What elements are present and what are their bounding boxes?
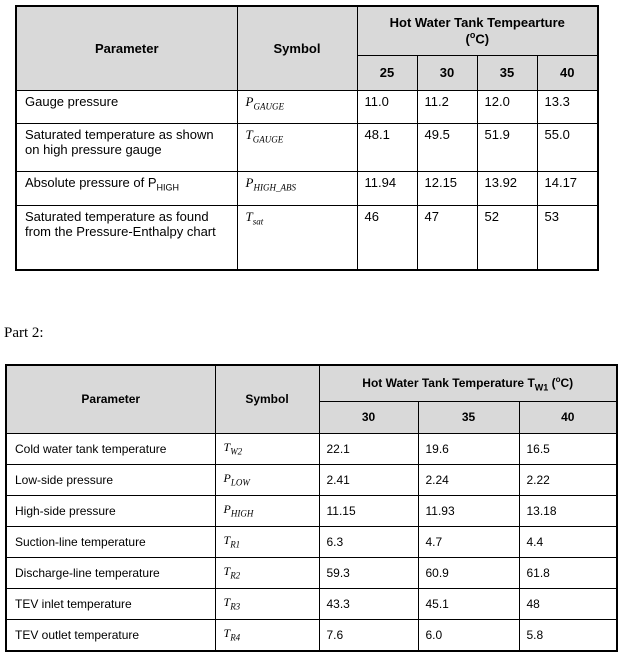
value-cell: 46 bbox=[357, 205, 417, 270]
value-cell: 11.0 bbox=[357, 90, 417, 123]
value-cell: 47 bbox=[417, 205, 477, 270]
header-parameter: Parameter bbox=[16, 6, 237, 90]
header-hot-water-tank-temperature: Hot Water Tank Tempearture ($^o$C) bbox=[357, 6, 598, 55]
temp-header: 40 bbox=[519, 401, 617, 433]
table-row bbox=[16, 171, 598, 205]
symbol-cell: $T_{R3}$ bbox=[215, 588, 319, 619]
symbol-cell: $T_{GAUGE}$ bbox=[237, 123, 357, 171]
value-cell: 16.5 bbox=[519, 433, 617, 464]
param-cell: Cold water tank temperature bbox=[6, 433, 215, 464]
value-cell: 55.0 bbox=[537, 123, 598, 171]
param-cell: Low-side pressure bbox=[6, 464, 215, 495]
table-row bbox=[16, 205, 598, 270]
value-cell: 4.7 bbox=[418, 526, 519, 557]
value-cell: 11.2 bbox=[417, 90, 477, 123]
symbol-cell: $T_{R1}$ bbox=[215, 526, 319, 557]
value-cell: 61.8 bbox=[519, 557, 617, 588]
value-cell: 48.1 bbox=[357, 123, 417, 171]
results-table-part1 bbox=[15, 5, 599, 271]
param-cell: Absolute pressure of $P_{HIGH}$ bbox=[16, 171, 237, 205]
value-cell: 11.94 bbox=[357, 171, 417, 205]
symbol-cell: $T_{R4}$ bbox=[215, 619, 319, 651]
symbol-cell: $P_{GAUGE}$ bbox=[237, 90, 357, 123]
value-cell: 13.92 bbox=[477, 171, 537, 205]
symbol-cell: $T_{R2}$ bbox=[215, 557, 319, 588]
value-cell: 60.9 bbox=[418, 557, 519, 588]
param-cell: Suction-line temperature bbox=[6, 526, 215, 557]
table-row bbox=[6, 433, 617, 464]
symbol-cell: $P_{LOW}$ bbox=[215, 464, 319, 495]
temp-header: 35 bbox=[477, 55, 537, 90]
value-cell: 4.4 bbox=[519, 526, 617, 557]
value-cell: 13.3 bbox=[537, 90, 598, 123]
value-cell: 19.6 bbox=[418, 433, 519, 464]
param-cell: Discharge-line temperature bbox=[6, 557, 215, 588]
value-cell: 59.3 bbox=[319, 557, 418, 588]
symbol-cell: $P_{HIGH\_ABS}$ bbox=[237, 171, 357, 205]
table-row bbox=[6, 588, 617, 619]
temp-header: 30 bbox=[319, 401, 418, 433]
value-cell: 2.24 bbox=[418, 464, 519, 495]
value-cell: 2.22 bbox=[519, 464, 617, 495]
value-cell: 48 bbox=[519, 588, 617, 619]
temp-header: 40 bbox=[537, 55, 598, 90]
value-cell: 43.3 bbox=[319, 588, 418, 619]
value-cell: 11.93 bbox=[418, 495, 519, 526]
value-cell: 22.1 bbox=[319, 433, 418, 464]
value-cell: 6.3 bbox=[319, 526, 418, 557]
value-cell: 11.15 bbox=[319, 495, 418, 526]
value-cell: 2.41 bbox=[319, 464, 418, 495]
value-cell: 45.1 bbox=[418, 588, 519, 619]
symbol-cell: $P_{HIGH}$ bbox=[215, 495, 319, 526]
temp-header: 30 bbox=[417, 55, 477, 90]
value-cell: 53 bbox=[537, 205, 598, 270]
table-row bbox=[16, 90, 598, 123]
value-cell: 49.5 bbox=[417, 123, 477, 171]
header-symbol: Symbol bbox=[215, 365, 319, 433]
param-cell: TEV inlet temperature bbox=[6, 588, 215, 619]
table-row bbox=[6, 495, 617, 526]
value-cell: 52 bbox=[477, 205, 537, 270]
value-cell: 12.0 bbox=[477, 90, 537, 123]
param-cell: TEV outlet temperature bbox=[6, 619, 215, 651]
value-cell: 12.15 bbox=[417, 171, 477, 205]
table-row bbox=[6, 526, 617, 557]
symbol-cell: $T_{sat}$ bbox=[237, 205, 357, 270]
table-row bbox=[6, 464, 617, 495]
part2-heading: Part 2: bbox=[4, 325, 44, 341]
header-parameter: Parameter bbox=[6, 365, 215, 433]
table-row bbox=[6, 619, 617, 651]
header-hot-water-tank-temperature: Hot Water Tank Temperature $T_{W1}$ ($^o$C) bbox=[319, 365, 617, 401]
param-cell: Saturated temperature as found from the Pressure-Enthalpy chart bbox=[16, 205, 237, 270]
header-symbol: Symbol bbox=[237, 6, 357, 90]
value-cell: 13.18 bbox=[519, 495, 617, 526]
value-cell: 14.17 bbox=[537, 171, 598, 205]
symbol-cell: $T_{W2}$ bbox=[215, 433, 319, 464]
param-cell: Saturated temperature as shown on high pressure gauge bbox=[16, 123, 237, 171]
results-table-part2 bbox=[5, 364, 618, 652]
table-row bbox=[6, 557, 617, 588]
param-cell: High-side pressure bbox=[6, 495, 215, 526]
table-row bbox=[16, 123, 598, 171]
value-cell: 51.9 bbox=[477, 123, 537, 171]
value-cell: 6.0 bbox=[418, 619, 519, 651]
temp-header: 25 bbox=[357, 55, 417, 90]
temp-header: 35 bbox=[418, 401, 519, 433]
param-cell: Gauge pressure bbox=[16, 90, 237, 123]
value-cell: 7.6 bbox=[319, 619, 418, 651]
value-cell: 5.8 bbox=[519, 619, 617, 651]
